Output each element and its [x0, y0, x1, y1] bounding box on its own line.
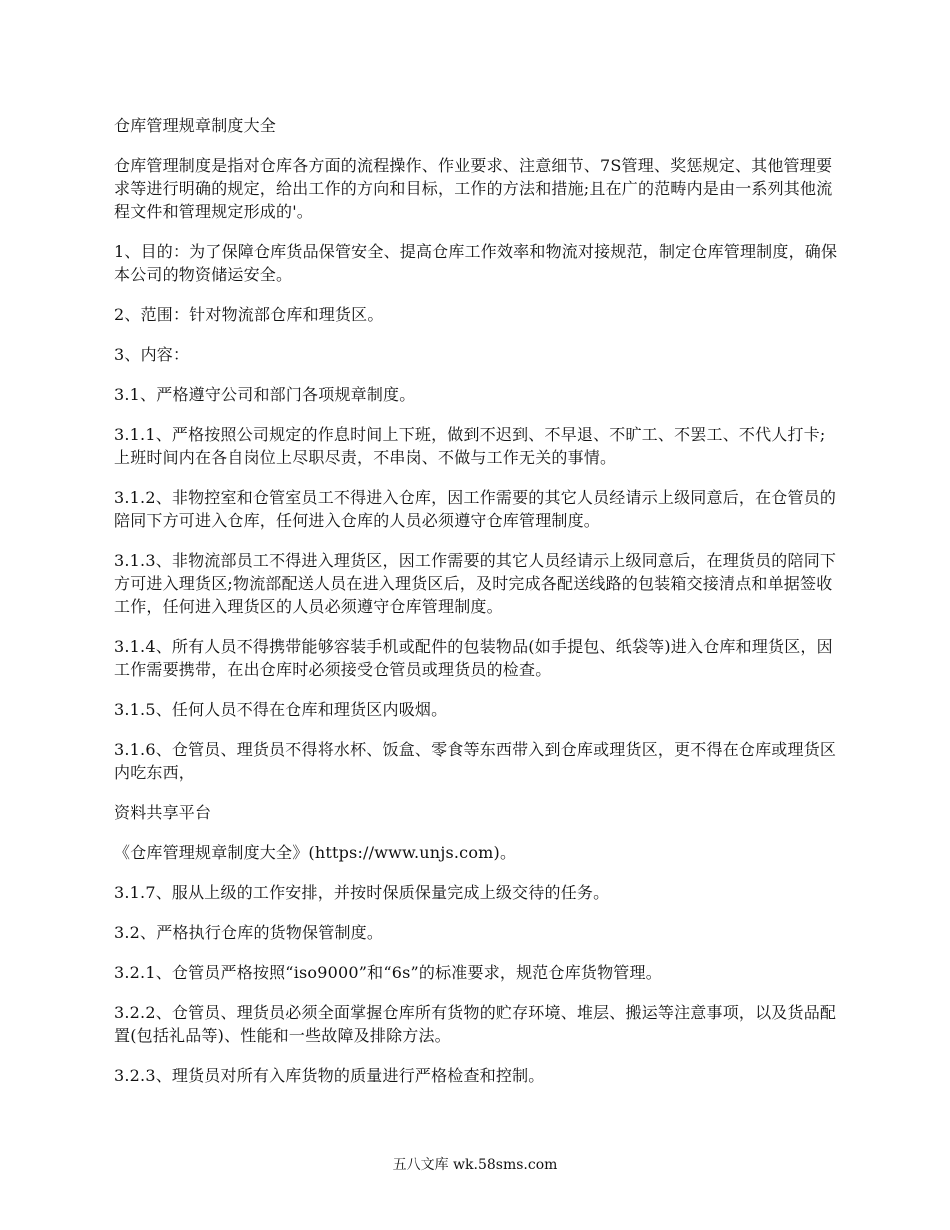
paragraph-intro: 仓库管理制度是指对仓库各方面的流程操作、作业要求、注意细节、7S管理、奖惩规定、其他管理要求等进行明确的规定，给出工作的方向和目标，工作的方法和措施;且在广的范畴内是由一系列其他流程文件和管理规定形成的'。	[114, 156, 833, 221]
paragraph-3-2-1: 3.2.1、仓管员严格按照“iso9000”和“6s”的标准要求，规范仓库货物管理。	[114, 963, 662, 982]
paragraph-3-1-3: 3.1.3、非物流部员工不得进入理货区，因工作需要的其它人员经请示上级同意后，在理货员的陪同下方可进入理货区;物流部配送人员在进入理货区后，及时完成各配送线路的包装箱交接清点和单据签收工作，任何进入理货区的人员必须遵守仓库管理制度。	[114, 551, 837, 616]
document-title: 仓库管理规章制度大全	[114, 116, 277, 135]
paragraph-3-1-7: 3.1.7、服从上级的工作安排，并按时保质保量完成上级交待的任务。	[114, 883, 610, 902]
paragraph-3-2: 3.2、严格执行仓库的货物保管制度。	[114, 923, 384, 942]
paragraph-3-1-5: 3.1.5、任何人员不得在仓库和理货区内吸烟。	[114, 700, 448, 719]
page-footer: 五八文库 wk.58sms.com	[392, 1157, 558, 1173]
paragraph-3-1: 3.1、严格遵守公司和部门各项规章制度。	[114, 385, 416, 404]
paragraph-3-1-2: 3.1.2、非物控室和仓管室员工不得进入仓库，因工作需要的其它人员经请示上级同意后，在仓管员的陪同下方可进入仓库，任何进入仓库的人员必须遵守仓库管理制度。	[114, 488, 837, 530]
document-body	[114, 114, 838, 1087]
paragraph-scope: 2、范围：针对物流部仓库和理货区。	[114, 305, 384, 324]
paragraph-3-1-4: 3.1.4、所有人员不得携带能够容装手机或配件的包装物品(如手提包、纸袋等)进入仓库和理货区，因工作需要携带，在出仓库时必须接受仓管员或理货员的检查。	[114, 637, 833, 679]
paragraph-3-1-1: 3.1.1、严格按照公司规定的作息时间上下班，做到不迟到、不早退、不旷工、不罢工、不代人打卡;上班时间内在各自岗位上尽职尽责，不串岗、不做与工作无关的事情。	[114, 425, 826, 467]
paragraph-platform: 资料共享平台	[114, 803, 212, 822]
paragraph-3-1-6: 3.1.6、仓管员、理货员不得将水杯、饭盒、零食等东西带入到仓库或理货区，更不得在仓库或理货区内吃东西，	[114, 740, 837, 782]
paragraph-source-link: 《仓库管理规章制度大全》(https://www.unjs.com)。	[114, 843, 517, 862]
paragraph-3-2-3: 3.2.3、理货员对所有入库货物的质量进行严格检查和控制。	[114, 1066, 545, 1085]
paragraph-purpose: 1、目的：为了保障仓库货品保管安全、提高仓库工作效率和物流对接规范，制定仓库管理制度，确保本公司的物资储运安全。	[114, 242, 838, 284]
paragraph-content-heading: 3、内容：	[114, 345, 190, 364]
paragraph-3-2-2: 3.2.2、仓管员、理货员必须全面掌握仓库所有货物的贮存环境、堆层、搬运等注意事项，以及货品配置(包括礼品等)、性能和一些故障及排除方法。	[114, 1003, 837, 1045]
